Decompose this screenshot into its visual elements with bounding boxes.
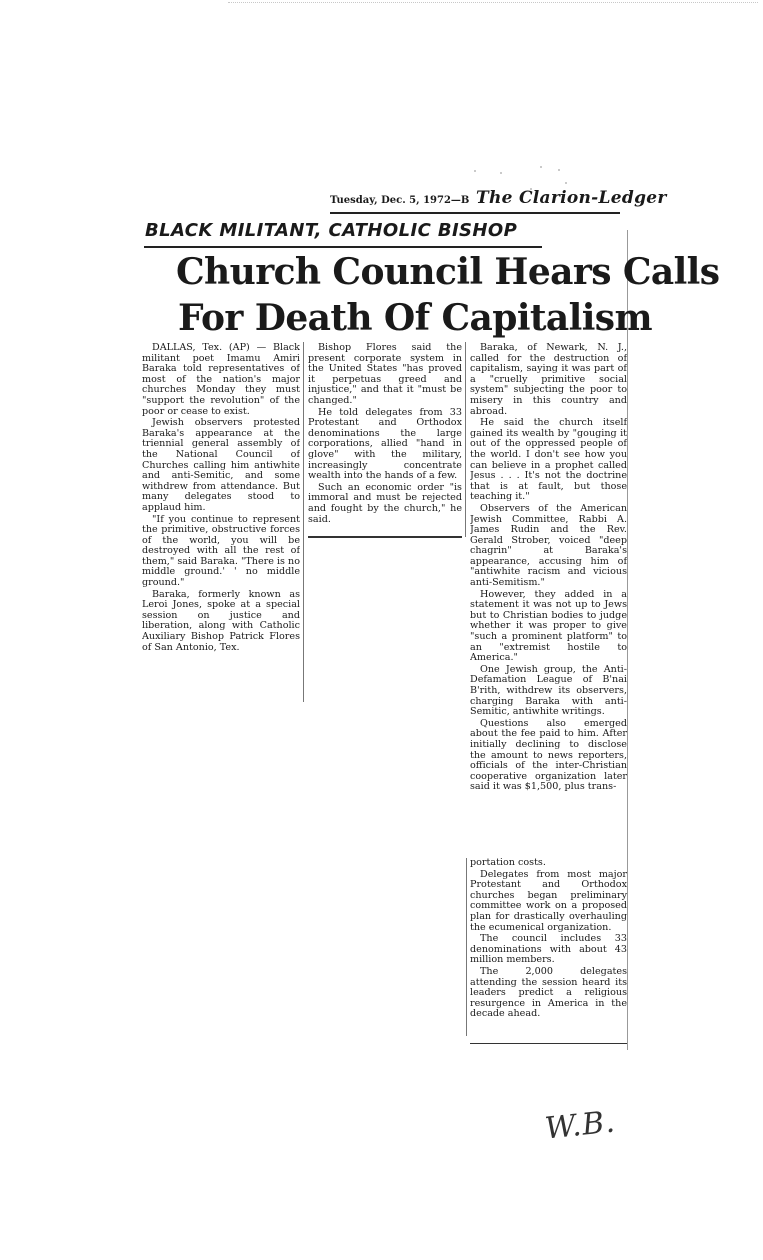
paragraph: Delegates from most major Protestant and Orthodox churches began preliminary committee work on a proposed plan for drastically overhauling the ecumenical organization.	[470, 868, 627, 933]
paragraph: Bishop Flores said the present corporate system in the United States "has proved it perpetuas greed and injustice," and that it "must be changed."	[308, 343, 462, 406]
paragraph: However, they added in a statement it was not up to Jews but to Christian bodies to judge whether it was proper to give "such a prominent platform" to an "extremist hostile to America."	[470, 588, 627, 664]
paragraph: Baraka, of Newark, N. J., called for the destruction of capitalism, saying it was part of a "cruelly primitive social system" subjecting the poor to misery in this country and abroad.	[470, 343, 627, 417]
column-end-rule	[470, 1043, 627, 1044]
paragraph: DALLAS, Tex. (AP) — Black militant poet Imamu Amiri Baraka told representatives of most of the nation's major churches Monday they must "support the revolution" of the poor or cease to exist.	[142, 343, 300, 417]
newspaper-clipping	[140, 188, 720, 1052]
paragraph: Baraka, formerly known as Leroi Jones, spoke at a special session on justice and liberation, along with Catholic Auxiliary Bishop Patrick Flores of San Antonio, Tex.	[142, 588, 300, 653]
paragraph: portation costs.	[470, 858, 546, 868]
masthead-rule	[478, 212, 618, 213]
paragraph: One Jewish group, the Anti-Defamation League of B'nai B'rith, withdrew its observers, charging Baraka with anti-Semitic, antiwhite writings.	[470, 663, 627, 718]
column-end-rule	[308, 536, 462, 538]
kicker: BLACK MILITANT, CATHOLIC BISHOP	[145, 220, 518, 241]
paragraph: Observers of the American Jewish Committee, Rabbi A. James Rudin and the Rev. Gerald Strober, voiced "deep chagrin" at Baraka's appearance, accusing him of "antiwhite racism and vicious anti-Semitism."	[470, 502, 627, 589]
article-column-1	[142, 343, 300, 703]
kicker-rule	[144, 246, 542, 248]
column-divider	[465, 342, 466, 537]
paragraph: He told delegates from 33 Protestant and Orthodox denominations the large corporations, allied "hand in glove" with the military, increasingly concentrate wealth into the hands of a few.	[308, 406, 462, 482]
clipping-edge	[627, 230, 628, 1050]
article-column-4	[470, 858, 627, 1043]
column-divider	[466, 858, 467, 1036]
column-divider	[303, 342, 304, 702]
article-column-3	[470, 343, 627, 858]
paragraph: "If you continue to represent the primitive, obstructive forces of the world, you will be destroyed with all the rest of them," said Baraka. "There is no middle ground.' ' no middle ground."	[142, 513, 300, 589]
paragraph: He said the church itself gained its wealth by "gouging it out of the oppressed people of the world. I don't see how you can believe in a prophet called Jesus . . . It's not the doctrine that is at fault, but those teaching it."	[470, 417, 627, 503]
paragraph: The 2,000 delegates attending the session heard its leaders predict a religious resurgence in America in the decade ahead.	[470, 965, 627, 1020]
paragraph: Jewish observers protested Baraka's appearance at the triennial general assembly of the National Council of Churches calling him antiwhite and anti-Semitic, and some withdrew from attendance. But many delegates stood to applaud him.	[142, 417, 300, 513]
headline-line-1: Church Council Hears Calls	[176, 251, 720, 293]
paragraph: Questions also emerged about the fee paid to him. After initially declining to disclose the amount to news reporters, officials of the inter-Christian cooperative organization later said it was $1,500, plus trans-	[470, 717, 627, 793]
handwritten-initials: W.B.	[543, 1104, 618, 1147]
paragraph: Such an economic order "is immoral and must be rejected and fought by the church," he said.	[308, 481, 462, 525]
article-column-2	[308, 343, 462, 533]
masthead: The Clarion-Ledger	[476, 188, 667, 208]
top-edge-dots	[228, 2, 758, 3]
paragraph: The council includes 33 denominations with about 43 million members.	[470, 933, 627, 966]
headline-line-2: For Death Of Capitalism	[178, 297, 652, 339]
dateline: Tuesday, Dec. 5, 1972—B	[330, 195, 470, 206]
